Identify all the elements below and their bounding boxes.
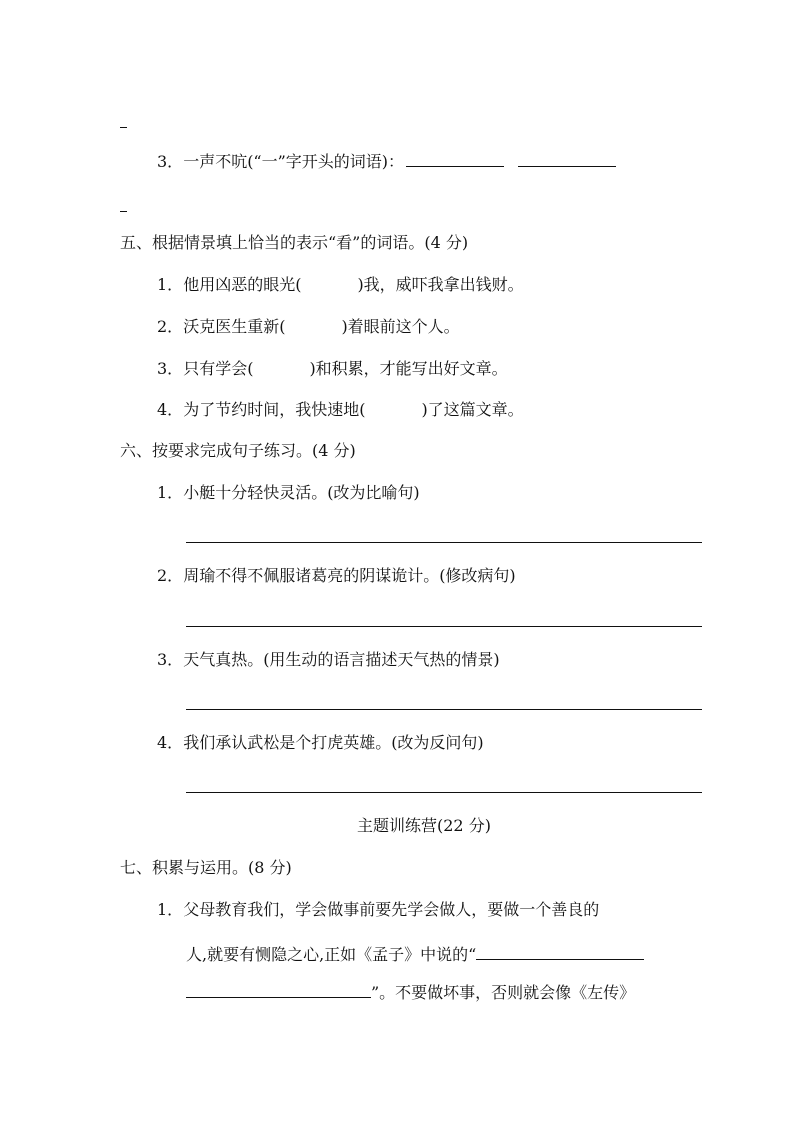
answer-line[interactable] bbox=[186, 542, 702, 543]
stray-dash-mark bbox=[120, 127, 127, 128]
item-text: 小艇十分轻快灵活。(改为比喻句) bbox=[183, 483, 420, 502]
item-number: 3． bbox=[157, 152, 184, 171]
item-text: )和积累，才能写出好文章。 bbox=[309, 359, 508, 378]
item-text: 为了节约时间，我快速地( bbox=[183, 400, 366, 419]
question-item bbox=[157, 566, 516, 586]
item-text: 沃克医生重新( bbox=[183, 317, 286, 336]
question-item bbox=[157, 275, 524, 295]
section-heading: 七、积累与运用。(8 分) bbox=[120, 858, 292, 877]
item-text: 他用凶恶的眼光( bbox=[183, 275, 302, 294]
item-text: ”。不要做坏事，否则就会像《左传》 bbox=[371, 983, 636, 1002]
answer-blank[interactable] bbox=[186, 983, 371, 998]
item-text: 周瑜不得不佩服诸葛亮的阴谋诡计。(修改病句) bbox=[183, 566, 516, 585]
item-text: 我们承认武松是个打虎英雄。(改为反问句) bbox=[183, 733, 484, 752]
item-text: )着眼前这个人。 bbox=[341, 317, 460, 336]
section-heading: 六、按要求完成句子练习。(4 分) bbox=[120, 441, 356, 460]
item-text: 只有学会( bbox=[183, 359, 254, 378]
question-item bbox=[157, 733, 484, 753]
item-number: 3． bbox=[157, 359, 184, 378]
item-text: 天气真热。(用生动的语言描述天气热的情景) bbox=[183, 650, 500, 669]
item-number: 1． bbox=[157, 275, 184, 294]
answer-line[interactable] bbox=[186, 792, 702, 793]
question-item bbox=[157, 359, 508, 379]
question-item bbox=[157, 152, 616, 172]
item-number: 2． bbox=[157, 566, 184, 585]
section-heading: 五、根据情景填上恰当的表示“看”的词语。(4 分) bbox=[120, 233, 469, 252]
question-item bbox=[157, 900, 599, 920]
answer-line[interactable] bbox=[186, 626, 702, 627]
item-number: 4． bbox=[157, 733, 184, 752]
answer-line[interactable] bbox=[186, 709, 702, 710]
answer-blank[interactable] bbox=[518, 152, 616, 167]
theme-heading: 主题训练营(22 分) bbox=[357, 816, 491, 835]
item-text: 父母教育我们，学会做事前要先学会做人，要做一个善良的 bbox=[183, 900, 600, 919]
item-text: 一声不吭(“一”字开头的词语)： bbox=[183, 152, 405, 171]
question-item bbox=[157, 317, 460, 337]
item-text: 人,就要有恻隐之心,正如《孟子》中说的“ bbox=[186, 945, 477, 964]
question-item-continuation bbox=[186, 983, 635, 1003]
item-number: 1． bbox=[157, 483, 184, 502]
answer-blank[interactable] bbox=[406, 152, 504, 167]
item-text: )我，威吓我拿出钱财。 bbox=[357, 275, 524, 294]
stray-dash-mark bbox=[120, 211, 127, 212]
item-number: 4． bbox=[157, 400, 184, 419]
item-number: 2． bbox=[157, 317, 184, 336]
item-number: 1． bbox=[157, 900, 184, 919]
question-item bbox=[157, 400, 524, 420]
question-item-continuation bbox=[186, 945, 644, 965]
item-text: )了这篇文章。 bbox=[421, 400, 524, 419]
question-item bbox=[157, 483, 420, 503]
answer-blank[interactable] bbox=[476, 945, 644, 960]
item-number: 3． bbox=[157, 650, 184, 669]
question-item bbox=[157, 650, 500, 670]
